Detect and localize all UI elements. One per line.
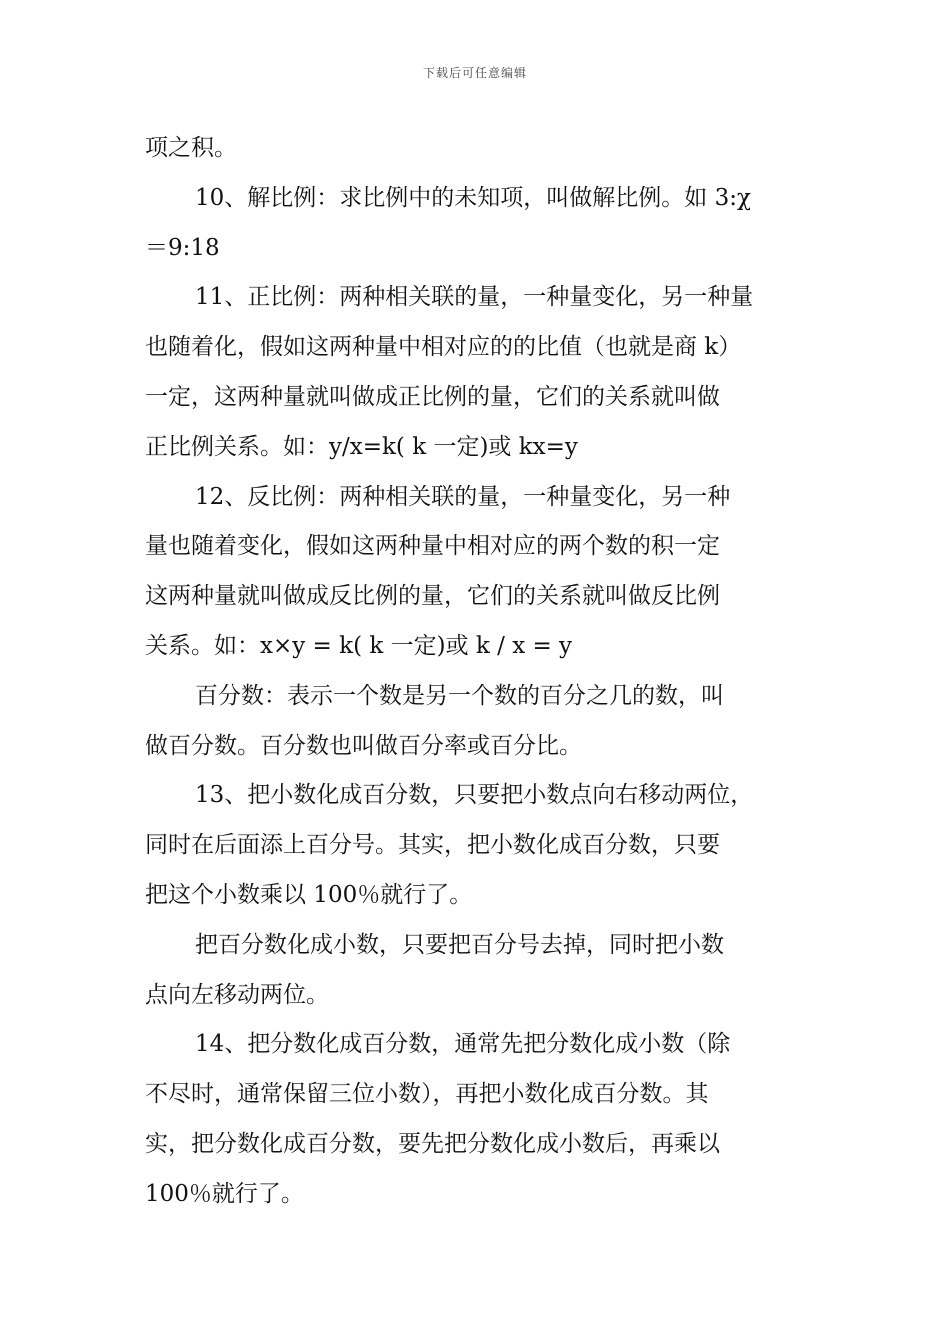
text-line: 项之积。 bbox=[145, 135, 237, 161]
text-line: 这两种量就叫做成反比例的量，它们的关系就叫做反比例 bbox=[145, 583, 720, 610]
text-line: 做百分数。百分数也叫做百分率或百分比。 bbox=[145, 732, 582, 759]
text-line: 也随着化，假如这两种量中相对应的的比值（也就是商 k） bbox=[145, 334, 742, 361]
page-header-note: 下载后可任意编辑 bbox=[422, 66, 527, 80]
text-line: 12、反比例：两种相关联的量，一种量变化，另一种 bbox=[195, 483, 731, 510]
text-line: 10、解比例：求比例中的未知项，叫做解比例。如 3:χ bbox=[195, 184, 751, 211]
text-line: 关系。如：x×y = k( k 一定)或 k / x = y bbox=[145, 632, 573, 659]
text-line: 11、正比例：两种相关联的量，一种量变化，另一种量 bbox=[195, 284, 754, 311]
text-line: 把百分数化成小数，只要把百分号去掉，同时把小数 bbox=[195, 931, 724, 958]
text-line: 把这个小数乘以 100％就行了。 bbox=[145, 881, 473, 908]
text-line: 13、把小数化成百分数，只要把小数点向右移动两位， bbox=[195, 782, 754, 809]
document-body bbox=[145, 124, 809, 1220]
text-line: 不尽时，通常保留三位小数），再把小数化成百分数。其 bbox=[145, 1081, 709, 1108]
text-line: 正比例关系。如：y/x=k( k 一定)或 kx=y bbox=[145, 433, 578, 460]
text-line: 100％就行了。 bbox=[145, 1180, 304, 1207]
text-line: ＝9:18 bbox=[145, 234, 220, 261]
text-line: 14、把分数化成百分数，通常先把分数化成小数（除 bbox=[195, 1031, 731, 1058]
text-line: 实，把分数化成百分数，要先把分数化成小数后，再乘以 bbox=[145, 1130, 720, 1157]
text-line: 量也随着变化，假如这两种量中相对应的两个数的积一定 bbox=[145, 533, 720, 560]
text-line: 点向左移动两位。 bbox=[145, 981, 329, 1008]
text-line: 同时在后面添上百分号。其实，把小数化成百分数，只要 bbox=[145, 832, 720, 859]
text-line: 百分数：表示一个数是另一个数的百分之几的数，叫 bbox=[195, 682, 724, 709]
text-line: 一定，这两种量就叫做成正比例的量，它们的关系就叫做 bbox=[145, 383, 720, 410]
